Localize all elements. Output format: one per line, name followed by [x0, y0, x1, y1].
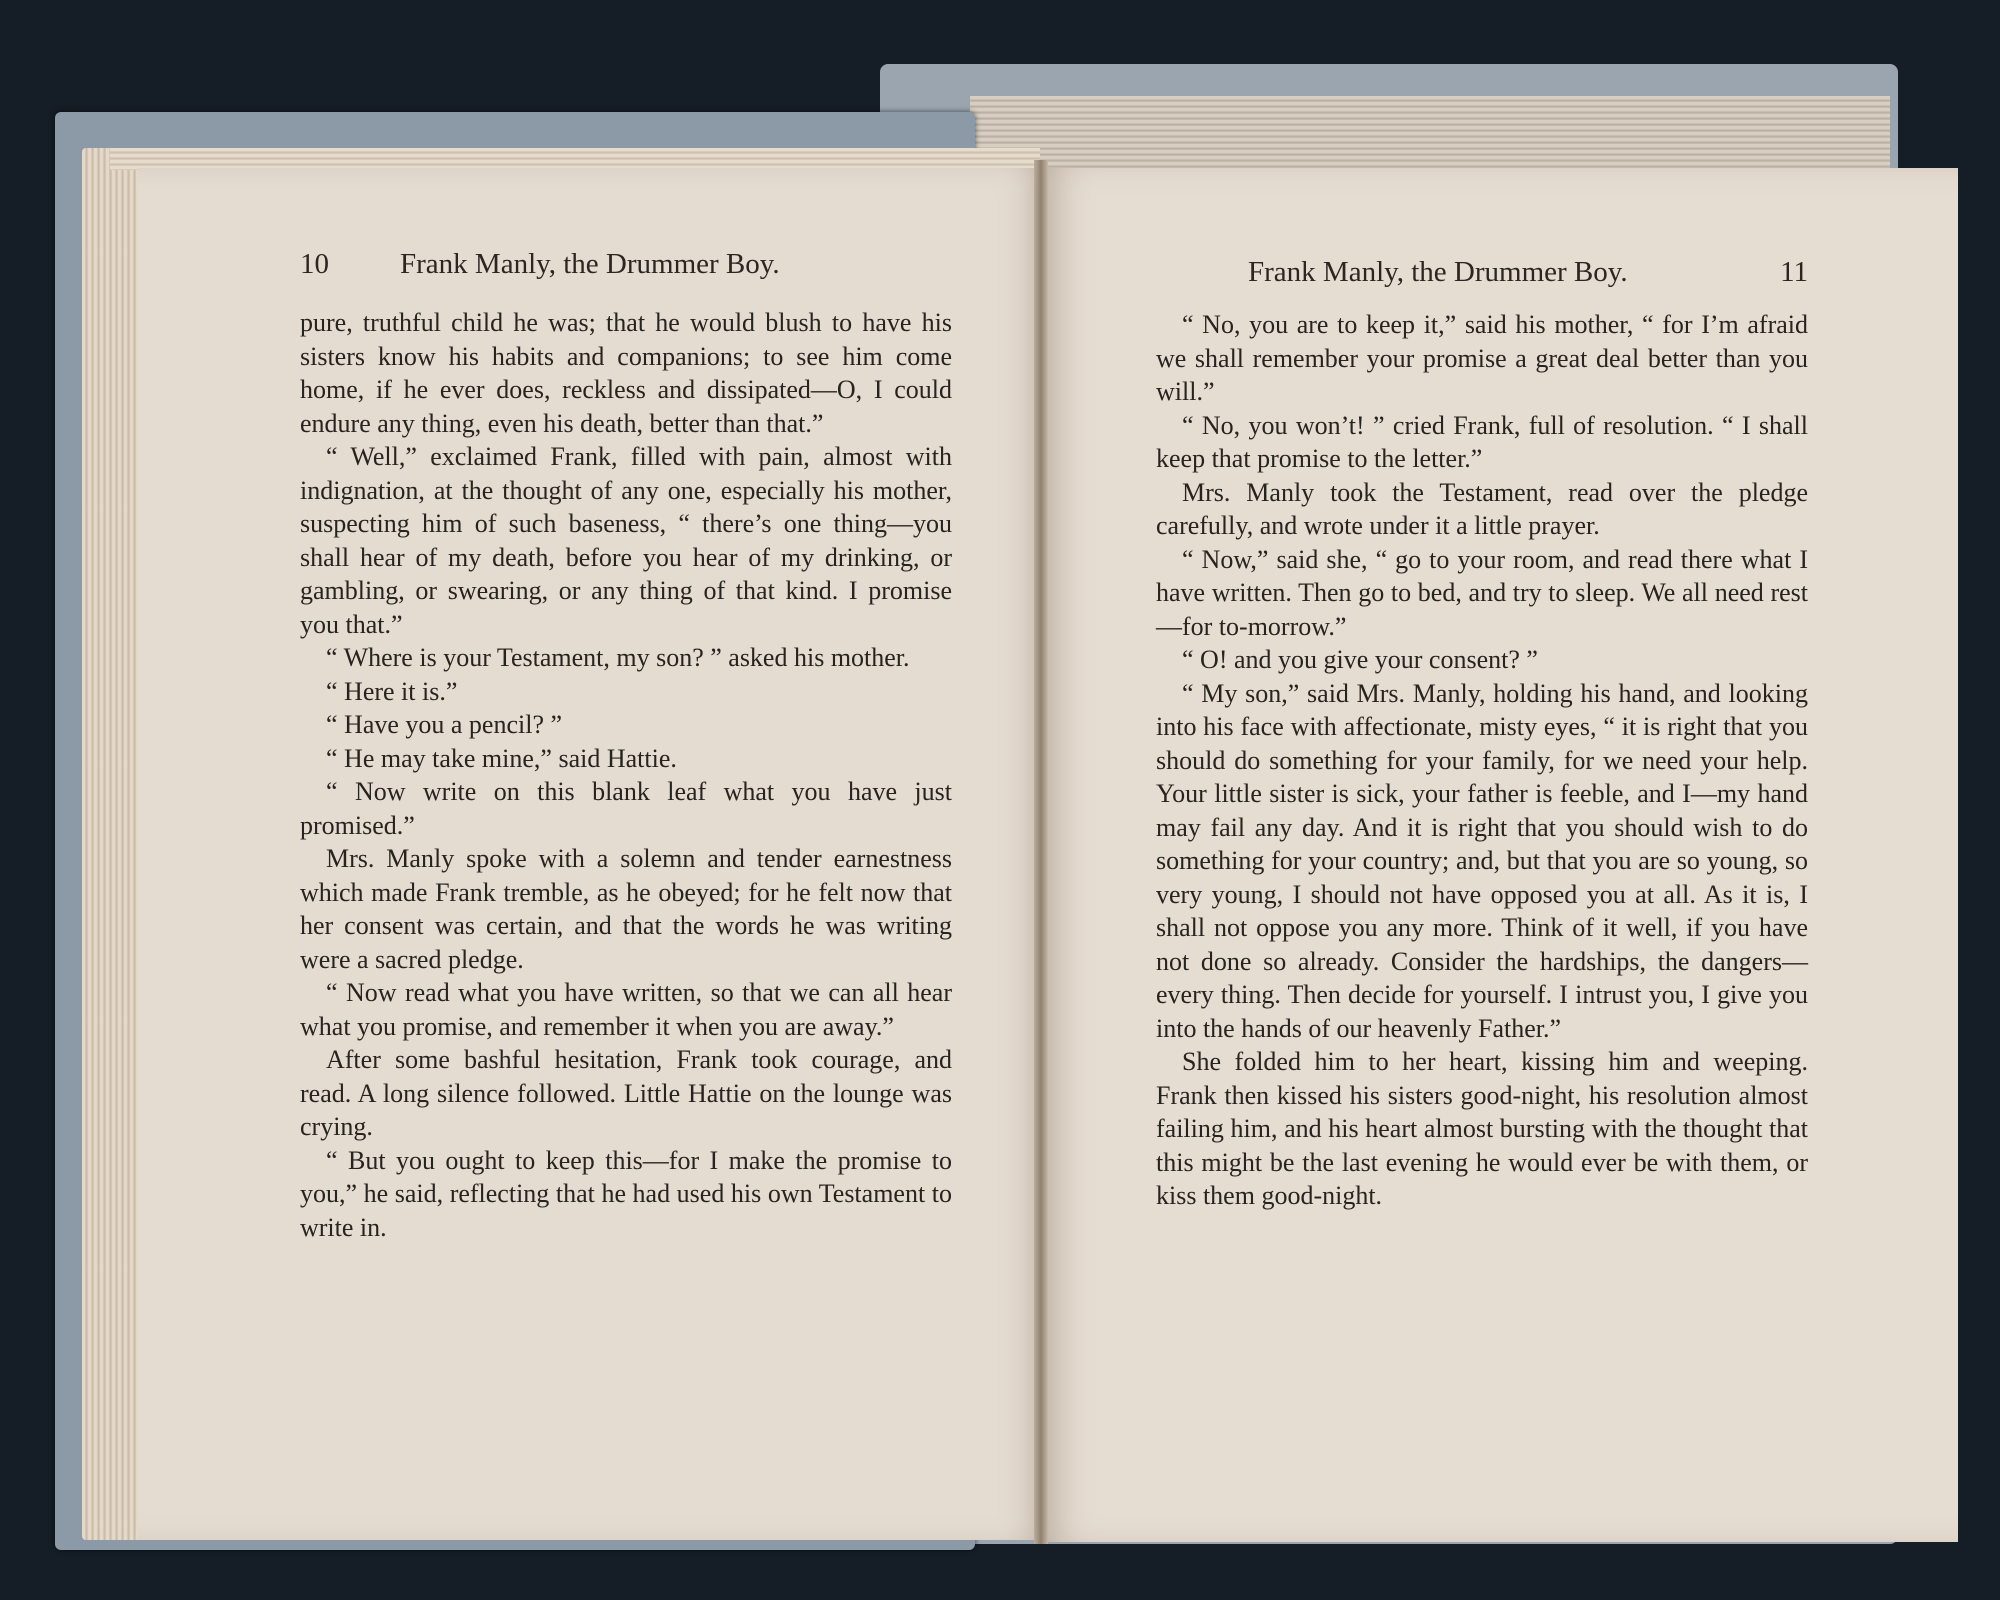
left-page-body — [300, 306, 952, 1244]
paragraph: “ Have you a pencil? ” — [326, 710, 563, 739]
paragraph: “ My son,” said Mrs. Manly, holding his hand, and looking into his face with affectionate, misty eyes, “ it is right that you should do something for your family, for we need your help. Your little sister is sick, your father is feeble, and I—my hand may fail any day. And it is right that you should wish to do something for your country; and, but that you are so young, so very young, I should not have opposed you at all. As it is, I shall not oppose you any more. Think of it well, if you have not done so already. Consider the hardships, the dangers—every thing. Then decide for yourself. I intrust you, I give you into the hands of our heavenly Father.” — [1156, 678, 1808, 1043]
page-edges-top-right — [970, 96, 1890, 174]
paragraph: “ He may take mine,” said Hattie. — [326, 743, 677, 773]
paragraph: “ But you ought to keep this—for I make the promise to you,” he said, reflecting that he had used his own Testament to write in. — [300, 1145, 952, 1242]
paragraph: “ Where is your Testament, my son? ” asked his mother. — [326, 643, 910, 672]
paragraph: pure, truthful child he was; that he would blush to have his sisters know his habits and companions; to see him come home, if he ever does, reckless and dissipated—O, I could endure any thing, even his death, better than that.” — [300, 308, 952, 438]
paragraph: Mrs. Manly took the Testament, read over the pledge carefully, and wrote under it a little prayer. — [1156, 477, 1808, 540]
paragraph: “ O! and you give your consent? ” — [1182, 645, 1538, 674]
book-gutter — [1034, 160, 1048, 1544]
paragraph: “ Here it is.” — [326, 676, 458, 706]
right-page-body — [1156, 308, 1808, 1213]
paragraph: “ Now read what you have written, so that we can all hear what you promise, and remember it when you are away.” — [300, 978, 952, 1041]
page-edges-top-left — [110, 148, 1040, 170]
paragraph: “ Now write on this blank leaf what you have just promised.” — [300, 777, 952, 840]
paragraph: After some bashful hesitation, Frank took courage, and read. A long silence followed. Little Hattie on the lounge was crying. — [300, 1045, 952, 1141]
right-running-title: Frank Manly, the Drummer Boy. — [1248, 256, 1628, 288]
right-page-number: 11 — [1780, 256, 1808, 288]
paragraph: “ No, you are to keep it,” said his mother, “ for I’m afraid we shall remember your promise a great deal better than you will.” — [1156, 310, 1808, 406]
paragraph: She folded him to her heart, kissing him and weeping. Frank then kissed his sisters good-night, his resolution almost failing him, and his heart almost bursting with the thought that this might be the last evening he would ever be with them, or kiss them good-night. — [1156, 1047, 1808, 1210]
left-page-number: 10 — [300, 248, 329, 280]
paragraph: Mrs. Manly spoke with a solemn and tender earnestness which made Frank tremble, as he obeyed; for he felt now that her consent was certain, and that the words he was writing were a sacred pledge. — [300, 844, 952, 974]
paragraph: “ Now,” said she, “ go to your room, and read there what I have written. Then go to bed, and try to sleep. We all need rest—for to-morrow.” — [1156, 544, 1808, 641]
paragraph: “ Well,” exclaimed Frank, filled with pain, almost with indignation, at the thought of any one, especially his mother, suspecting him of such baseness, “ there’s one thing—you shall hear of my death, before you hear of my drinking, or gambling, or swearing, or any thing of that kind. I promise you that.” — [300, 442, 952, 639]
left-running-title: Frank Manly, the Drummer Boy. — [400, 248, 780, 280]
paragraph: “ No, you won’t! ” cried Frank, full of resolution. “ I shall keep that promise to the letter.” — [1156, 410, 1808, 473]
